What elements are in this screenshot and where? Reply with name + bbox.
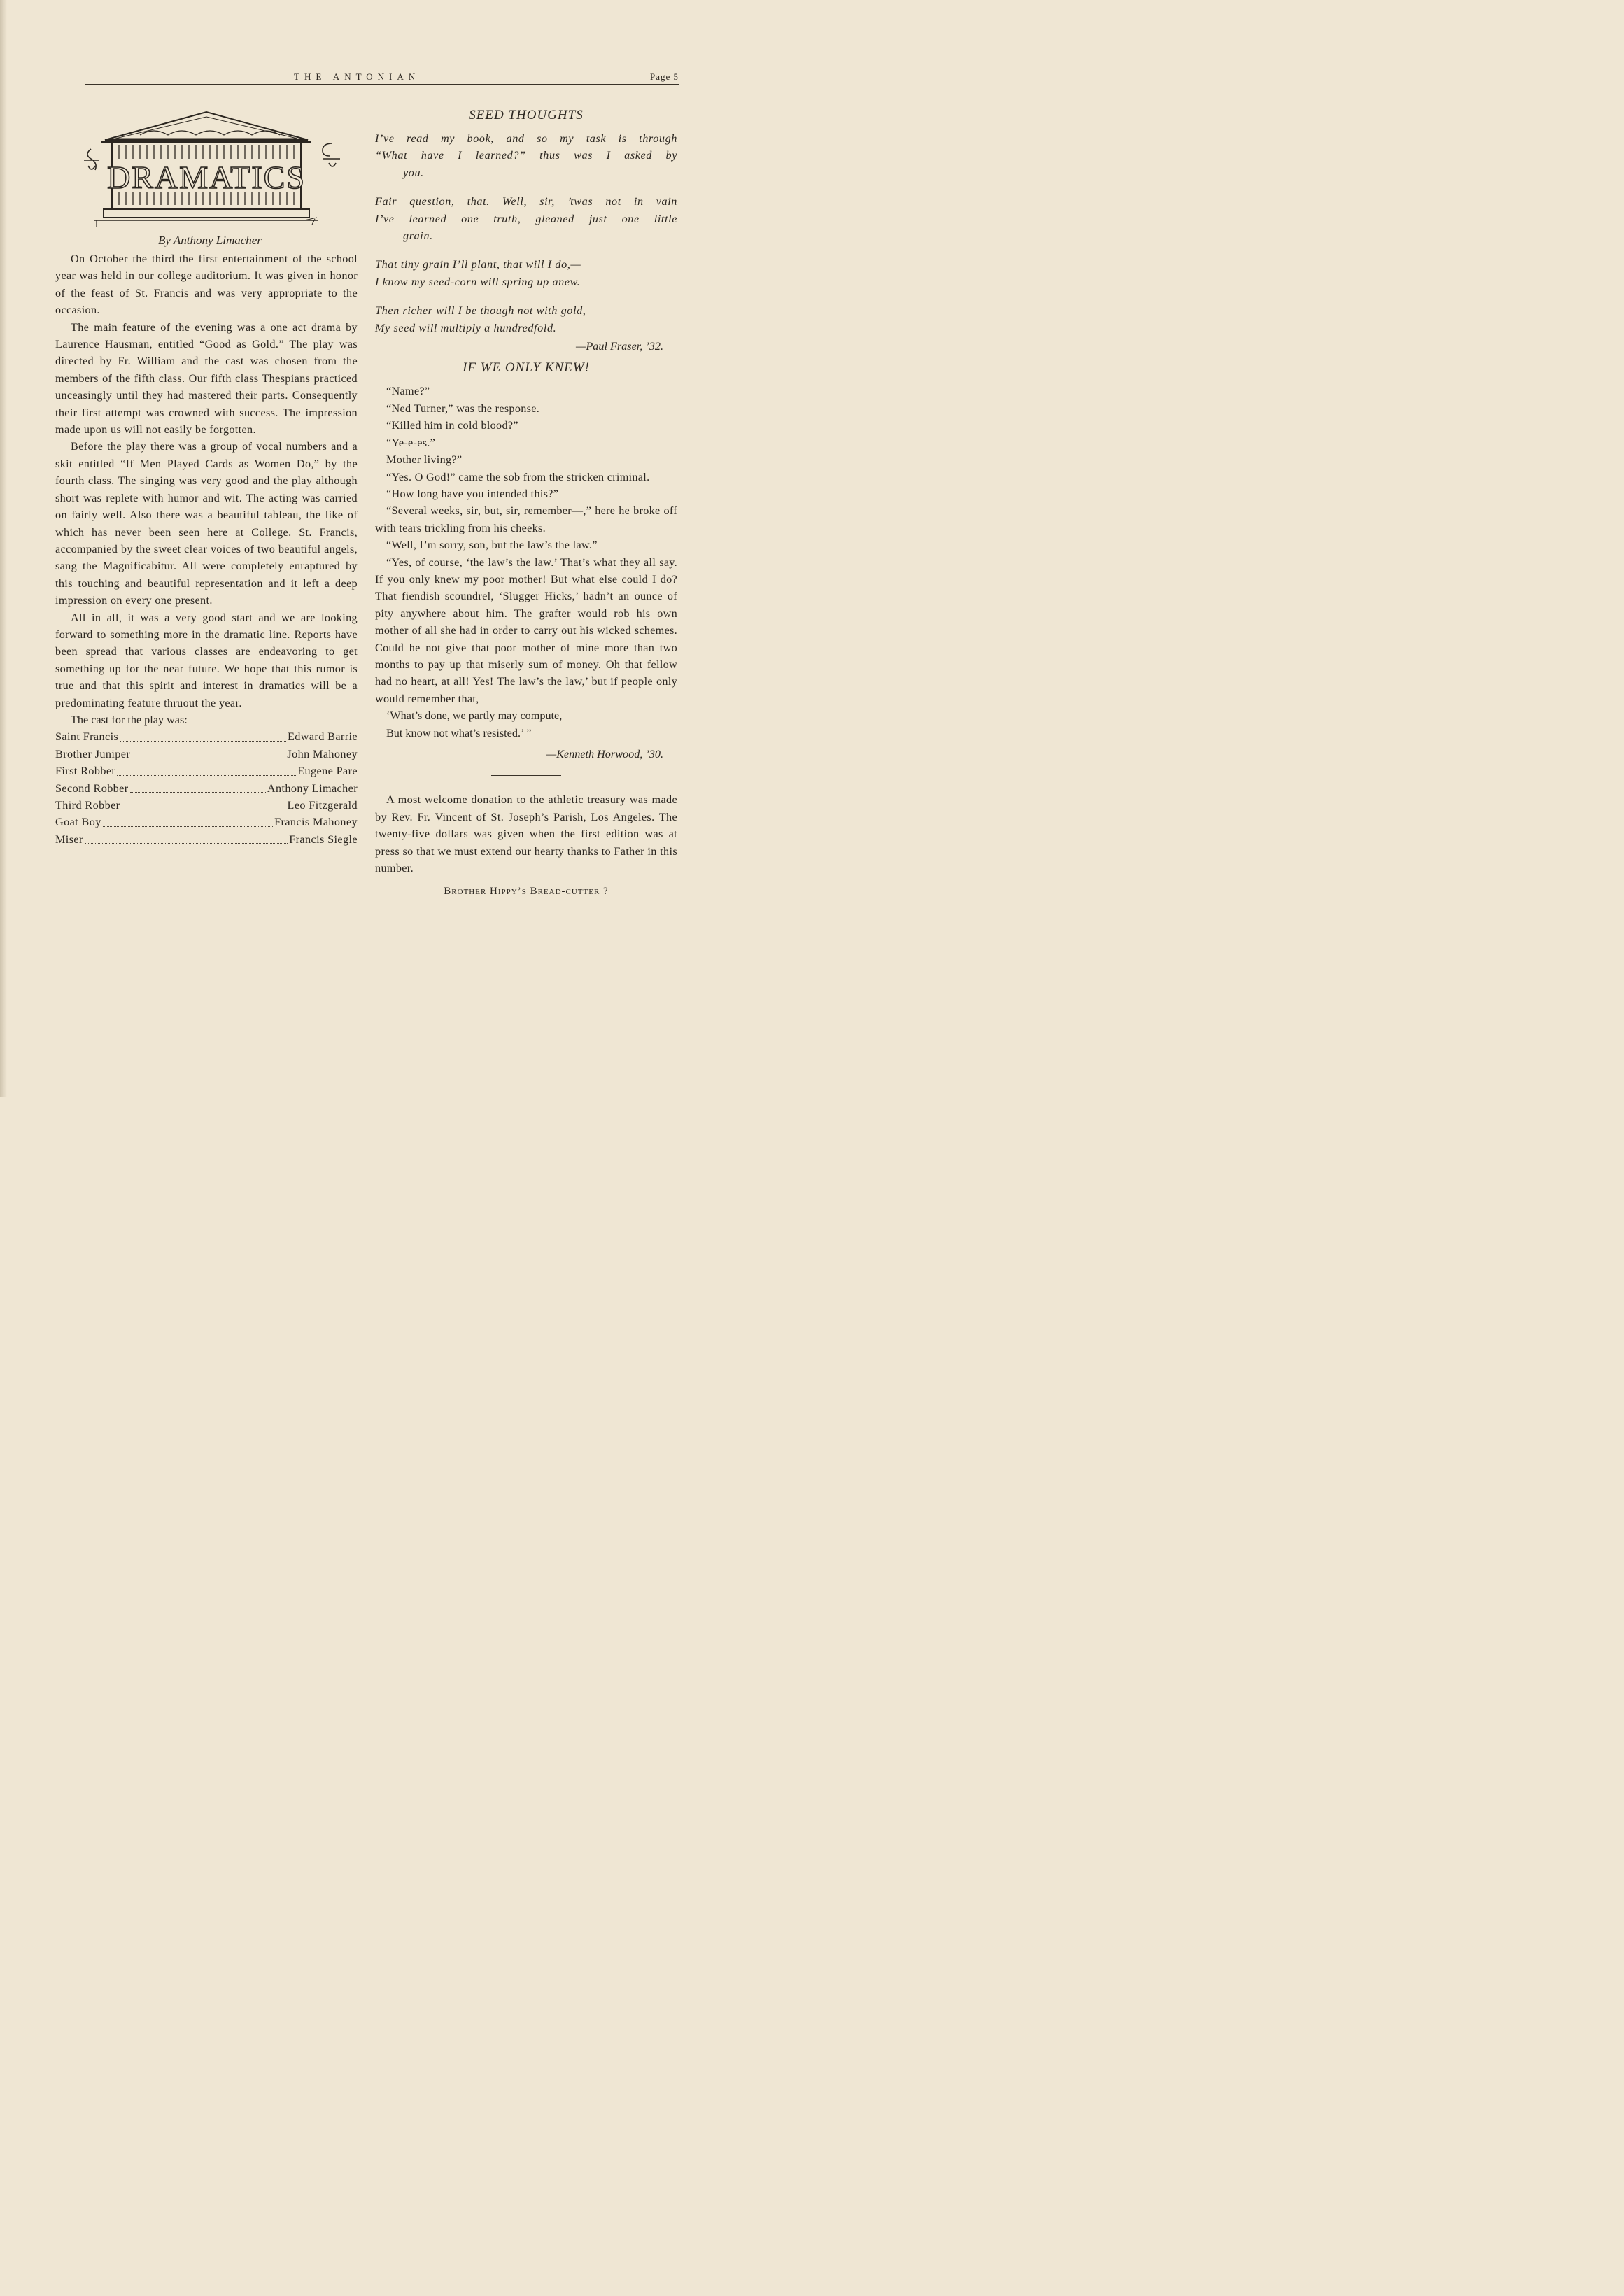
cast-role: First Robber (55, 765, 116, 778)
poem-stanza (375, 193, 677, 244)
article-paragraph: On October the third the first entertainment of the school year was held in our college auditorium. It was given in honor of the feast of St. Francis and was very appropriate to the occasion. (55, 253, 358, 317)
verse-line: ‘What’s done, we partly may compute, (386, 709, 563, 723)
leader-dots (132, 746, 285, 758)
leader-dots (121, 797, 285, 809)
logo-word: DRAMATICS (107, 160, 306, 195)
footer-line: Brother Hippy’s Bread-cutter ? (444, 886, 609, 898)
cast-row (55, 763, 358, 779)
quoted-verse (375, 707, 677, 742)
dialog-line: “Yes. O God!” came the sob from the stricken criminal. (386, 470, 650, 483)
poem-stanza (375, 302, 677, 336)
cast-actor: Eugene Pare (297, 765, 358, 778)
poem-line: Fair question, that. Well, sir, ’twas not in vain (375, 195, 677, 208)
poem-stanza (375, 130, 677, 181)
leader-dots (130, 780, 266, 793)
dialog-line: “Name?” (386, 385, 430, 398)
page-binding-edge (0, 0, 7, 1097)
cast-actor: Leo Fitzgerald (287, 799, 358, 812)
poem-line: you. (403, 166, 424, 179)
cast-row (55, 728, 358, 745)
cast-role: Miser (55, 832, 83, 846)
leader-dots (120, 728, 286, 741)
section-separator (491, 775, 561, 776)
poem-attribution: —Paul Fraser, ’32. (575, 340, 663, 353)
dialog-line: “Yes, of course, ‘the law’s the law.’ That’s what they all say. If you only knew my poor mother! But what else could I do? That fiendish scoundrel, ‘Slugger Hicks,’ hadn’t an ounce of pity anywhere about him. The grafter would rob his own mother of all she had in order to carry out his wicked schemes. Could he not give that poor mother of mine more than two months to pay up that miserly sum of money. Oh that fellow had no heart, at all! Yes! The law’s the law,’ but if people only would remember that, (375, 555, 677, 705)
dialog-line: “Killed him in cold blood?” (386, 419, 518, 432)
right-column (375, 105, 677, 900)
poem-line: grain. (403, 229, 433, 243)
poem-line: Then richer will I be though not with gold, (375, 304, 586, 318)
cast-actor: Edward Barrie (287, 730, 358, 744)
poem-line: “What have I learned?” thus was I asked by (375, 149, 677, 162)
dialog-line: “Ye-e-es.” (386, 436, 436, 449)
cast-role: Goat Boy (55, 816, 101, 829)
dialog-line: “Several weeks, sir, but, sir, remember—,” here he broke off with tears trickling from his cheeks. (375, 504, 677, 534)
poem-line: I’ve learned one truth, gleaned just one little (375, 212, 677, 225)
leader-dots (117, 763, 296, 775)
dialog-line: “How long have you intended this?” (386, 487, 559, 500)
cast-role: Saint Francis (55, 730, 119, 744)
leader-dots (85, 831, 288, 844)
header-rule (85, 84, 679, 85)
cast-role: Second Robber (55, 781, 129, 795)
cast-actor: Francis Siegle (289, 832, 358, 846)
cast-row (55, 814, 358, 830)
cast-actor: Anthony Limacher (267, 781, 358, 795)
dialog-line: “Ned Turner,” was the response. (386, 402, 540, 415)
cast-role: Brother Juniper (55, 747, 131, 760)
article-paragraph: Before the play there was a group of vocal numbers and a skit entitled “If Men Played Cards as Women Do,” by the fourth class. The singing was very good and the play although short was replete with humor and wit. The acting was carried on fairly well. Also there was a beautiful tableau, the like of which has never been seen here at College. St. Francis, accompanied by the sweet clear voices of two beautiful angels, sang the Magnificabitur. All were completely enraptured by this touching and beautiful representation and it left a deep impression on every one present. (55, 440, 358, 607)
magazine-title: THE ANTONIAN (294, 71, 421, 82)
story-dialog (375, 383, 677, 707)
article-byline: By Anthony Limacher (158, 234, 262, 247)
cast-list (55, 728, 358, 848)
article-paragraph: The main feature of the evening was a one act drama by Laurence Hausman, entitled “Good as Gold.” The play was directed by Fr. William and the cast was chosen from the members of the fifth class. Our fifth class Thespians practiced unceasingly until they had mastered their parts. Consequently their first attempt was crowned with success. The impression made upon us will not easily be forgotten. (55, 320, 358, 437)
verse-line: But know not what’s resisted.’ ” (386, 726, 532, 739)
donation-note: A most welcome donation to the athletic treasury was made by Rev. Fr. Vincent of St. Joseph’s Parish, Los Angeles. The twenty-five dollars was given when the first edition was at press so that we must extend our hearty thanks to Father in this number. (375, 793, 677, 875)
dramatics-article (55, 231, 358, 848)
article-paragraph: All in all, it was a very good start and we are looking forward to something more in the dramatic line. Reports have been spread that various classes are endeavoring to get something up for the near future. We hope that this rumor is true and that this spirit and interest in dramatics will be a predominating feature thruout the year. (55, 611, 358, 709)
cast-row (55, 746, 358, 763)
cast-role: Third Robber (55, 799, 120, 812)
if-we-only-knew-title: IF WE ONLY KNEW! (463, 360, 590, 376)
cast-row (55, 797, 358, 814)
dramatics-logo (63, 108, 350, 231)
poem-line: I’ve read my book, and so my task is through (375, 132, 677, 145)
poem-stanza (375, 256, 677, 290)
running-head (85, 71, 679, 84)
cast-row (55, 831, 358, 848)
cast-intro: The cast for the play was: (71, 713, 188, 726)
poem-line: I know my seed-corn will spring up anew. (375, 275, 581, 288)
page-number: Page 5 (649, 71, 679, 82)
poem-line: My seed will multiply a hundredfold. (375, 321, 557, 334)
seed-thoughts-title: SEED THOUGHTS (469, 108, 584, 122)
cast-row (55, 780, 358, 797)
leader-dots (103, 814, 273, 826)
poem-line: That tiny grain I’ll plant, that will I do,— (375, 258, 581, 271)
cast-actor: John Mahoney (287, 747, 358, 760)
cast-actor: Francis Mahoney (274, 816, 358, 829)
story-attribution: —Kenneth Horwood, ’30. (546, 748, 663, 760)
dialog-line: Mother living?” (386, 453, 463, 467)
dialog-line: “Well, I’m sorry, son, but the law’s the law.” (386, 539, 598, 552)
